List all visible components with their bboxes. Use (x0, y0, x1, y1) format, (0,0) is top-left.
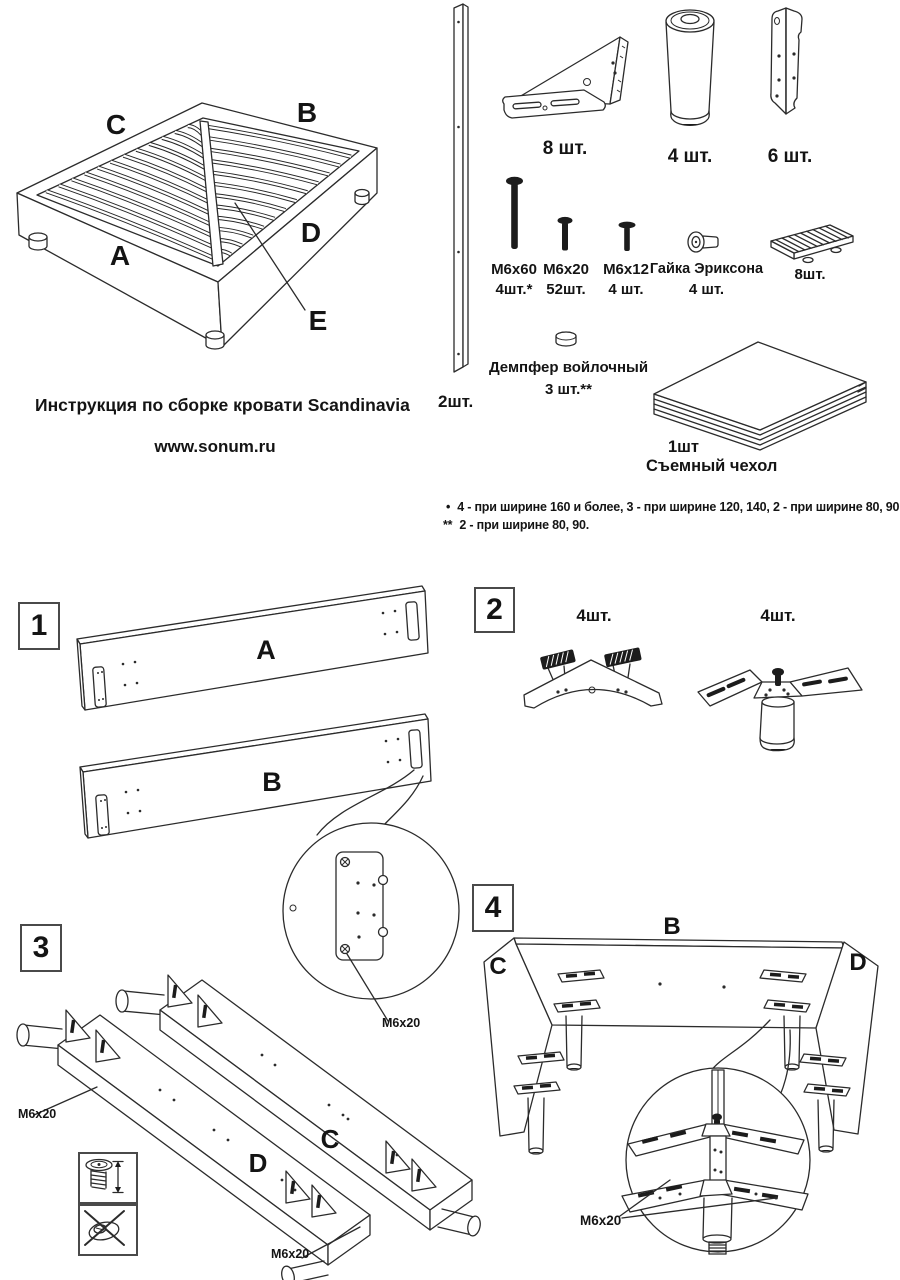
felt-damper-name: Демпфер войлочный (488, 359, 649, 376)
footnote-1-marker: • (446, 500, 451, 514)
step-2-number (474, 587, 515, 633)
side-rail-qty: 2шт. (438, 392, 474, 411)
erikson-nut-qty: 4 шт. (688, 281, 725, 298)
no-power-tool-icon-drawing (78, 1204, 134, 1252)
leg-qty: 4 шт. (667, 146, 713, 167)
step-2-qty-right: 4шт. (760, 606, 796, 625)
step-2-number-text: 2 (486, 593, 503, 626)
erikson-nut-name: Гайка Эриксона (649, 261, 764, 277)
step-4-panel-b-label: B (663, 913, 681, 940)
bed-label-c: C (105, 109, 127, 140)
bed-label-d: D (300, 217, 322, 248)
step-4-fastener-label: M6x20 (580, 1213, 622, 1228)
corner-plate-qty: 6 шт. (767, 146, 813, 167)
step-3-rail-c-label: C (320, 1124, 340, 1154)
felt-damper-qty: 3 шт.** (545, 381, 592, 398)
footnote-2-text: 2 - при ширине 80, 90. (459, 518, 589, 532)
bed-label-e: E (308, 305, 328, 336)
bed-label-a: A (109, 240, 131, 271)
step-2-leg-drawing (690, 650, 872, 758)
step-3-fastener-left-label: M6x20 (18, 1107, 57, 1121)
step-1-panel-b-label: B (262, 767, 282, 797)
bolt-m6x60-icon (504, 176, 526, 254)
bolt-m6x12-qty: 4 шт. (608, 281, 644, 298)
step-2-pads-drawing (518, 648, 676, 728)
side-rail-icon (449, 2, 473, 374)
step-1-number (18, 602, 60, 650)
step-4-number-text: 4 (484, 891, 502, 924)
bolt-m6x20-icon (556, 216, 574, 254)
hand-tighten-icon-drawing (78, 1152, 134, 1200)
step-3-fastener-bottom-label: M6x20 (271, 1247, 310, 1261)
step-1-number-text: 1 (30, 609, 48, 642)
felt-damper-icon (554, 330, 578, 350)
bolt-m6x60-name: M6x60 (491, 261, 537, 278)
bed-overview-drawing (10, 85, 430, 355)
velcro-pad-icon (768, 222, 856, 266)
step-3-number-text: 3 (32, 931, 50, 964)
bolt-m6x20-name: M6x20 (543, 261, 589, 278)
velcro-pad-qty: 8шт. (794, 266, 826, 283)
step-4-rail-c-label: C (489, 953, 507, 980)
page-title: Инструкция по сборке кровати Scandinavia (35, 395, 410, 415)
cover-name: Съемный чехол (646, 457, 778, 475)
step-4-drawing (470, 898, 898, 1280)
website-link: www.sonum.ru (154, 437, 276, 456)
corner-bracket-qty: 8 шт. (542, 138, 588, 159)
footnote-1 (446, 500, 899, 514)
leg-icon (662, 6, 718, 132)
footnote-1-text: 4 - при ширине 160 и более, 3 - при ширине 120, 140, 2 - при ширине 80, 90 (457, 500, 900, 514)
cover-qty: 1шт (668, 438, 700, 456)
step-4-rail-d-label: D (849, 949, 867, 976)
bolt-m6x12-icon (617, 220, 637, 254)
footnote-2-marker: ** (443, 518, 453, 532)
step-2-qty-left: 4шт. (576, 606, 612, 625)
bolt-m6x20-qty: 52шт. (546, 281, 586, 298)
erikson-nut-icon (687, 229, 723, 255)
corner-plate-icon (764, 4, 814, 126)
step-1-panel-a-label: A (256, 635, 276, 665)
step-3-rail-d-label: D (248, 1148, 268, 1178)
bolt-m6x60-qty: 4шт.* (495, 281, 533, 298)
bed-label-b: B (296, 97, 318, 128)
corner-bracket-icon (496, 30, 636, 127)
footnote-2 (443, 518, 589, 532)
step-1-fastener-label: M6x20 (382, 1016, 421, 1030)
bolt-m6x12-name: M6x12 (603, 261, 649, 278)
